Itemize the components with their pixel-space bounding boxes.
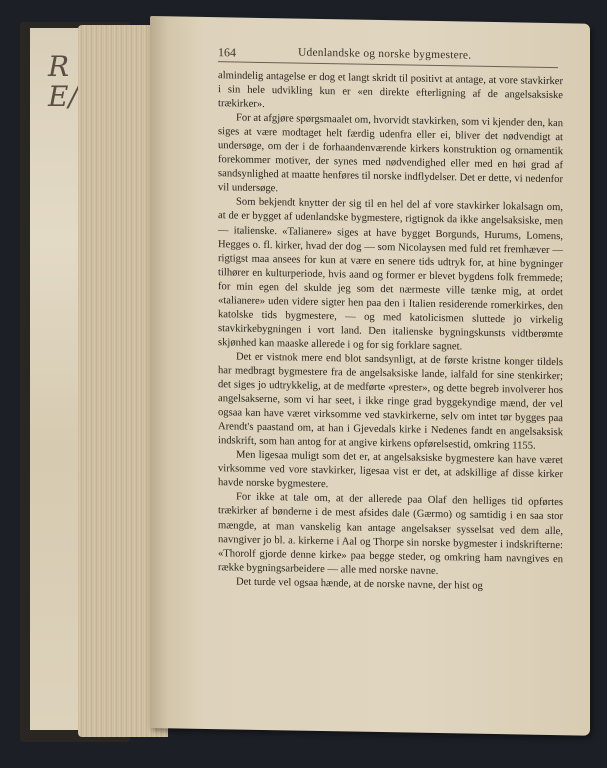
paragraph: Det turde vel ogsaa hænde, at de norske navne, der hist og bbox=[236, 576, 483, 592]
paragraph: For ikke at tale om, at der allerede paa Olaf den helliges tid opførtes trækirker af bønderne i de mest afsides dale (Gærmo) og samtidig i en saa stor mængde, at man vanskelig kan antage angelsakser sysselsat ved dem alle, navngiver jo bl. a. kirkerne i Aal og Thorpe sin norske bygmester i indskrifterne: «Thorolf gjorde denne kirke» paa begge steder, og omkring ham navngives en række bygningsarbeidere — alle med norske navne. bbox=[218, 491, 563, 577]
header-rule bbox=[218, 61, 558, 68]
page-number: 164 bbox=[218, 45, 236, 60]
body-text bbox=[218, 69, 563, 595]
paragraph: Det er vistnok mere end blot sandsynligt, at de første kristne konger tildels har medbragt bygmestere fra de angelsaksiske lande, ialfald for sine stenkirker; det siges jo udtrykkelig, at de medførte «prester», og dette begreb involverer hos angelsakserne, som vi har seet, i ikke ringe grad byggekyndige mænd, der vel ogsaa kan have været virksomme ved stavkirkerne, selv om intet tør bygges paa Arendt's paastand om, at han i Gjevedals kirke i Nedenes fandt en angelsaksisk indskrift, som han antog for at angive kirkens opførelsestid, omkring 1155. bbox=[218, 351, 563, 452]
running-head: Udenlandske og norske bygmestere. bbox=[298, 46, 472, 62]
paragraph: Som bekjendt knytter der sig til en hel del af vore stavkirker lokalsagn om, at de er bygget af udenlandske bygmestere, rigtignok da ikke angelsaksiske, men — italienske. «Talianere» siges at have bygget Borgunds, Hurums, Lomens, Hegges o. fl. kirker, hvad der dog — som Nicolaysen med fuld ret fremhæver — rigtigst maa ansees for kun at være en senere tids udtryk for, at hine bygninger tilhører en kulturperiode, hvis aand og former er blevet bygdens folk fremmede; for min egen del skulde jeg som det nærmeste ville tænke mig, at ordet «talianere» uden videre sigter hen paa den i Italien residerende romerkirkes, den katolske tids bygmestere, — og med katolicismen sluttede jo virkelig stavkirkebygningen i vort land. Den italienske bygningskunsts vidtberømte skjønhed kan maaske allerede i og for sig forklare sagnet. bbox=[218, 196, 563, 353]
page-header bbox=[218, 45, 558, 62]
handwritten-margin-note: R E/ bbox=[48, 50, 78, 113]
paragraph: For at afgjøre spørgsmaalet om, hvorvidt stavkirken, som vi kjender den, kan siges at være modtaget helt færdig udenfra eller ei, bliver det nødvendigt at undersøge, om der i de forhaandenværende kirkers konstruktion og ornamentik forekommer motiver, der synes med nødvendighed eller med en høi grad af sandsynlighed at maatte henføres til norske indflydelser. Det er dette, vi nedenfor vil undersøge. bbox=[218, 112, 563, 195]
paragraph: Men ligesaa muligt som det er, at angelsaksiske bygmestere kan have været virksomme ved vore stavkirker, ligesaa vist er det, at adskillige af disse kirker havde norske bygmestere. bbox=[218, 449, 563, 491]
book-page bbox=[150, 16, 590, 736]
paragraph: almindelig antagelse er dog et langt skridt til positivt at antage, at vore stavkirker i sin hele udvikling kun er «en direkte efterligning af de angelsaksiske trækirker». bbox=[218, 70, 563, 111]
